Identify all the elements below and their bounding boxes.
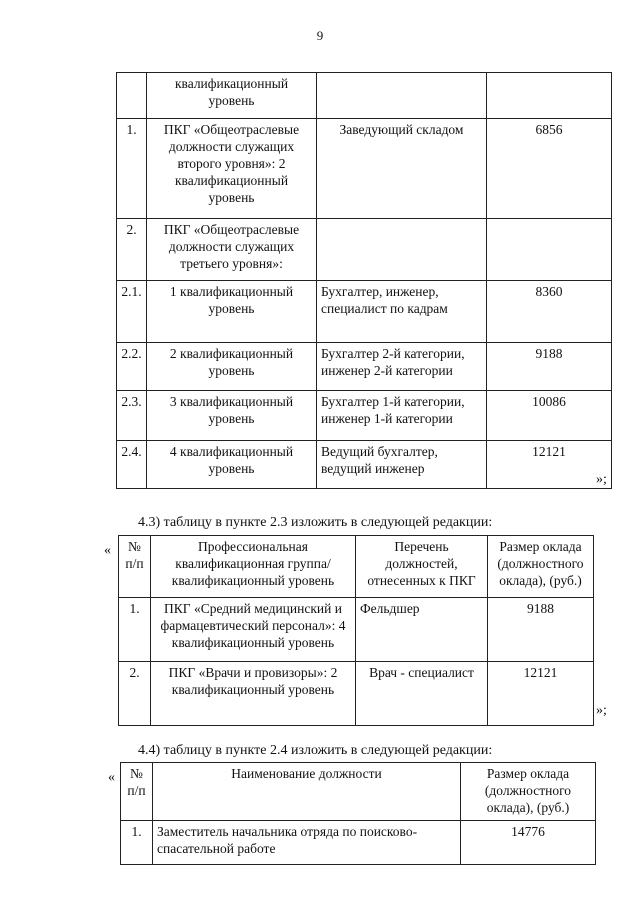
closing-quote-mark: »; [596,703,607,718]
table-row [117,391,612,441]
table-header-row [121,763,596,821]
qualification-group: ПКГ «Общеотраслевые должности служащих третьего уровня»: [147,219,317,281]
qualification-group: ПКГ «Средний медицинский и фармацевтический персонал»: 4 квалификационный уровень [151,598,356,662]
salary: 14776 [461,821,596,865]
row-number: 2. [119,662,151,726]
salary: 8360 [487,281,612,343]
salary-table-continuation [116,72,612,489]
table-row [117,343,612,391]
salary [487,219,612,281]
row-number: 1. [121,821,153,865]
opening-quote-mark: « [108,770,115,785]
row-number: 1. [119,598,151,662]
qualification-group: 2 квалификационный уровень [147,343,317,391]
table-row [119,598,594,662]
qualification-group: квалификационный уровень [147,73,317,119]
positions: Заведующий складом [317,119,487,219]
positions: Врач - специалист [356,662,488,726]
qualification-group: 1 квалификационный уровень [147,281,317,343]
salary: 12121 [488,662,594,726]
positions: Бухгалтер, инженер, специалист по кадрам [317,281,487,343]
table-row [117,441,612,489]
table-header-row [119,536,594,598]
row-number: 1. [117,119,147,219]
header-group: Профессиональная квалификационная группа/ квалификационный уровень [151,536,356,598]
qualification-group: 3 квалификационный уровень [147,391,317,441]
table-row [117,281,612,343]
salary: 9188 [487,343,612,391]
row-number: 2.3. [117,391,147,441]
row-number: 2.4. [117,441,147,489]
positions: Бухгалтер 2-й категории, инженер 2-й категории [317,343,487,391]
opening-quote-mark: « [104,543,111,558]
qualification-group: ПКГ «Врачи и провизоры»: 2 квалификационный уровень [151,662,356,726]
row-number: 2. [117,219,147,281]
header-salary: Размер оклада (должностного оклада), (руб.) [461,763,596,821]
positions: Бухгалтер 1-й категории, инженер 1-й категории [317,391,487,441]
closing-quote-mark: »; [596,472,607,487]
salary: 9188 [488,598,594,662]
header-number: № п/п [121,763,153,821]
salary-table-4-4 [120,762,596,865]
positions: Фельдшер [356,598,488,662]
positions [317,73,487,119]
header-number: № п/п [119,536,151,598]
row-number: 2.2. [117,343,147,391]
header-position: Наименование должности [153,763,461,821]
table-row [117,73,612,119]
qualification-group: ПКГ «Общеотраслевые должности служащих второго уровня»: 2 квалификационный уровень [147,119,317,219]
table-row [121,821,596,865]
section-heading-4-4: 4.4) таблицу в пункте 2.4 изложить в следующей редакции: [138,743,493,758]
header-salary: Размер оклада (должностного оклада), (руб.) [488,536,594,598]
row-number: 2.1. [117,281,147,343]
table-row [119,662,594,726]
row-number [117,73,147,119]
salary [487,73,612,119]
table-row [117,219,612,281]
header-positions: Перечень должностей, отнесенных к ПКГ [356,536,488,598]
table-row [117,119,612,219]
positions [317,219,487,281]
salary-table-4-3 [118,535,594,726]
salary: 12121 [487,441,612,489]
section-heading-4-3: 4.3) таблицу в пункте 2.3 изложить в следующей редакции: [138,515,493,530]
page-number: 9 [316,28,324,43]
position-name: Заместитель начальника отряда по поисково-спасательной работе [153,821,461,865]
positions: Ведущий бухгалтер, ведущий инженер [317,441,487,489]
salary: 10086 [487,391,612,441]
qualification-group: 4 квалификационный уровень [147,441,317,489]
salary: 6856 [487,119,612,219]
